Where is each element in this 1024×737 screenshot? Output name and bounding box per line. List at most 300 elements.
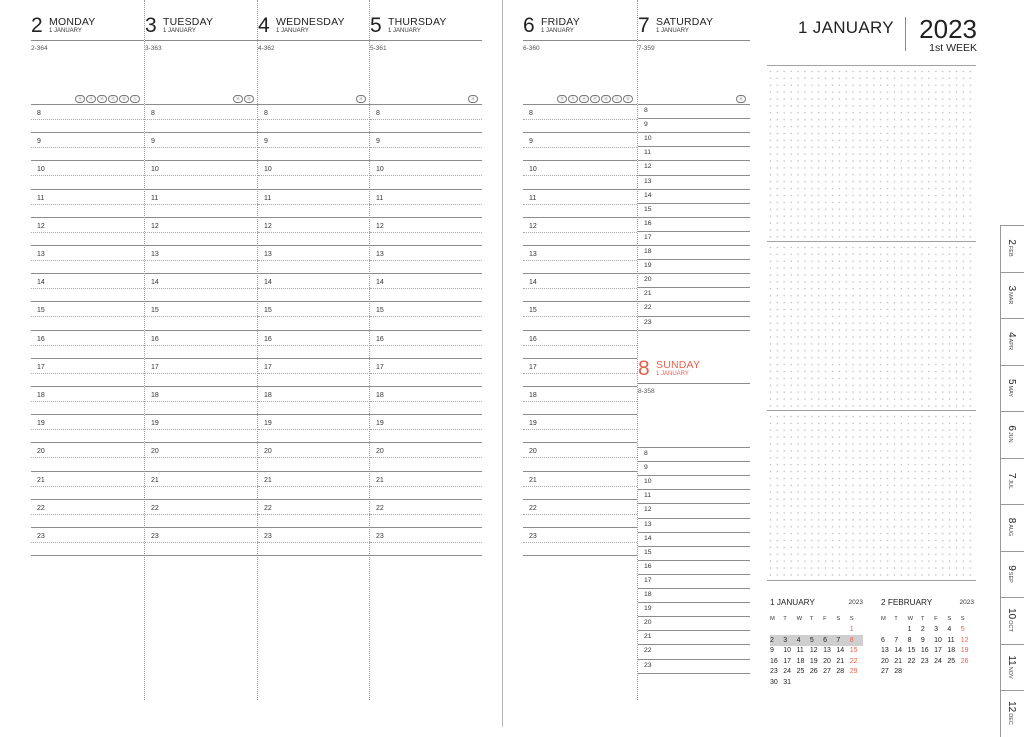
notes-rule-2	[767, 410, 976, 411]
hour-row[interactable]	[145, 104, 258, 133]
calendar-day[interactable]: 28	[894, 668, 903, 676]
day-bottom-rule	[145, 555, 258, 556]
hour-row[interactable]	[145, 301, 258, 330]
hour-label: 17	[529, 363, 537, 371]
calendar-day[interactable]: 10	[783, 647, 792, 655]
sunday-day-count: 8-358	[638, 388, 655, 395]
calendar-day	[921, 667, 934, 678]
weekday-mark: ㊌	[468, 95, 478, 103]
day-number: 7	[638, 14, 650, 37]
half-hour-line	[523, 316, 637, 317]
hour-label: 19	[644, 262, 652, 270]
hour-row[interactable]	[31, 358, 144, 387]
calendar-day[interactable]: 1	[849, 626, 854, 634]
hour-row[interactable]	[638, 203, 750, 218]
week-row	[881, 625, 974, 636]
hour-row[interactable]	[145, 527, 258, 556]
calendar-day[interactable]: 18	[947, 647, 956, 655]
weekday-mark: ㊎	[119, 95, 129, 103]
month-tab[interactable]	[1000, 690, 1024, 737]
calendar-day[interactable]: 16	[770, 657, 778, 665]
hour-row[interactable]	[258, 245, 370, 274]
half-hour-line	[31, 316, 144, 317]
hour-row[interactable]	[258, 386, 370, 415]
hour-row[interactable]	[523, 160, 637, 189]
calendar-day[interactable]: 8	[907, 636, 912, 644]
hour-row[interactable]	[523, 330, 637, 359]
hour-label: 8	[151, 110, 155, 117]
hour-row[interactable]	[145, 442, 258, 471]
right-page	[503, 0, 1024, 727]
hour-row[interactable]	[638, 160, 750, 175]
hour-row[interactable]	[523, 104, 637, 133]
day-header	[523, 12, 637, 41]
hour-label: 18	[376, 392, 384, 399]
hour-label: 11	[529, 194, 537, 202]
month-tab-label	[1004, 518, 1022, 536]
calendar-day[interactable]: 17	[783, 657, 792, 665]
calendar-day[interactable]: 13	[823, 647, 831, 655]
hour-label: 13	[644, 520, 652, 528]
half-hour-line	[370, 288, 482, 289]
hour-row[interactable]	[258, 471, 370, 500]
hour-label: 21	[376, 476, 384, 484]
calendar-day[interactable]: 24	[934, 657, 942, 665]
calendar-day[interactable]: 14	[894, 647, 903, 655]
hour-label: 21	[151, 476, 159, 484]
calendar-day[interactable]: 12	[960, 636, 969, 644]
hour-row[interactable]	[145, 414, 258, 443]
mini-calendar-year: 2023	[848, 599, 863, 606]
calendar-day[interactable]: 6	[881, 636, 885, 644]
calendar-day	[934, 667, 947, 678]
mini-calendar-title: 2 FEBRUARY	[881, 598, 933, 607]
hour-row[interactable]	[145, 386, 258, 415]
calendar-day[interactable]: 16	[920, 647, 929, 655]
hour-row[interactable]	[258, 104, 370, 133]
day-count: 7-359	[638, 45, 655, 52]
hour-row[interactable]	[370, 132, 482, 161]
hour-row[interactable]	[145, 160, 258, 189]
sunday-hour-row[interactable]	[638, 602, 750, 617]
half-hour-line	[258, 514, 370, 515]
hour-label: 14	[644, 191, 652, 199]
hour-row[interactable]	[523, 273, 637, 302]
weekday-mark: ㊏	[612, 95, 622, 103]
sunday-hour-row[interactable]	[638, 518, 750, 533]
calendar-day[interactable]: 27	[881, 668, 889, 676]
hour-row[interactable]	[258, 330, 370, 359]
hour-label: 12	[644, 506, 652, 514]
calendar-day[interactable]: 26	[809, 668, 818, 676]
hour-label: 13	[376, 251, 384, 258]
hour-row[interactable]	[145, 499, 258, 528]
hour-row[interactable]	[31, 273, 144, 302]
week-row	[770, 625, 863, 636]
calendar-day[interactable]: 18	[796, 657, 805, 665]
half-hour-line	[370, 204, 482, 205]
calendar-day[interactable]: 10	[934, 636, 942, 644]
day-number: 2	[31, 14, 43, 37]
weekday-marks	[468, 95, 478, 103]
hour-label: 10	[376, 166, 384, 174]
hour-row[interactable]	[31, 499, 144, 528]
calendar-day[interactable]: 15	[849, 647, 858, 655]
calendar-day[interactable]: 11	[947, 636, 955, 644]
month-tab[interactable]	[1000, 411, 1024, 458]
sunday-hour-row[interactable]	[638, 461, 750, 476]
hour-row[interactable]	[31, 104, 144, 133]
hour-label: 15	[644, 548, 652, 556]
sunday-hour-row[interactable]	[638, 447, 750, 462]
calendar-day[interactable]: 30	[770, 678, 778, 686]
weekday-row	[881, 614, 974, 625]
hour-row[interactable]	[145, 330, 258, 359]
hour-row[interactable]	[145, 471, 258, 500]
calendar-day[interactable]: 3	[934, 626, 939, 634]
hour-row[interactable]	[523, 386, 637, 415]
calendar-day[interactable]: 28	[836, 668, 845, 676]
sunday-hour-row[interactable]	[638, 532, 750, 547]
hour-label: 21	[529, 476, 537, 484]
hour-row[interactable]	[145, 273, 258, 302]
hour-row[interactable]	[258, 301, 370, 330]
hour-label: 10	[529, 166, 537, 174]
sunday-hour-row[interactable]	[638, 489, 750, 504]
hour-label: 10	[37, 166, 45, 174]
month-tab[interactable]	[1000, 318, 1024, 365]
half-hour-line	[31, 119, 144, 120]
hour-row[interactable]	[258, 217, 370, 246]
hour-label: 11	[151, 194, 159, 202]
hour-label: 13	[151, 251, 159, 258]
calendar-day[interactable]: 17	[934, 647, 942, 655]
half-hour-line	[145, 373, 258, 374]
half-hour-line	[31, 232, 144, 233]
weekday-mark: ㊎	[601, 95, 611, 103]
hour-row[interactable]	[370, 160, 482, 189]
calendar-day[interactable]: 23	[770, 668, 778, 676]
month-tab[interactable]	[1000, 597, 1024, 644]
hour-row[interactable]	[523, 499, 637, 528]
sunday-hour-row[interactable]	[638, 644, 750, 659]
month-tab-number: 6	[1006, 425, 1017, 431]
hour-row[interactable]	[638, 217, 750, 232]
hour-row[interactable]	[145, 217, 258, 246]
sunday-hour-row[interactable]	[638, 588, 750, 603]
hour-row[interactable]	[370, 442, 482, 471]
day-name: SATURDAY	[656, 16, 714, 28]
hour-row[interactable]	[638, 146, 750, 161]
half-hour-line	[523, 175, 637, 176]
calendar-day[interactable]: 8	[850, 635, 863, 646]
calendar-day[interactable]: 22	[907, 657, 916, 665]
title-week: 1st WEEK	[929, 42, 977, 54]
hour-row[interactable]	[31, 132, 144, 161]
sunday-hour-row[interactable]	[638, 475, 750, 490]
hour-label: 23	[644, 318, 652, 326]
hour-row[interactable]	[31, 245, 144, 274]
hour-row[interactable]	[31, 471, 144, 500]
calendar-day	[836, 677, 849, 688]
hour-label: 8	[529, 110, 533, 117]
notes-dot-grid-3[interactable]	[767, 413, 976, 577]
hour-row[interactable]	[370, 330, 482, 359]
hour-row[interactable]	[31, 217, 144, 246]
hour-row[interactable]	[258, 499, 370, 528]
hour-row[interactable]	[370, 358, 482, 387]
hour-label: 19	[644, 605, 652, 613]
calendar-day[interactable]: 23	[920, 657, 929, 665]
hour-label: 23	[264, 533, 272, 540]
hour-label: 9	[644, 121, 648, 129]
month-tab-abbr: JUN	[1007, 431, 1013, 443]
sunday-hour-row[interactable]	[638, 616, 750, 631]
day-number: 4	[258, 14, 270, 37]
hour-label: 14	[376, 279, 384, 287]
month-tab-label	[1004, 425, 1022, 442]
month-tab-abbr: MAY	[1007, 385, 1013, 397]
hour-row[interactable]	[638, 231, 750, 246]
half-hour-line	[258, 175, 370, 176]
hour-label: 11	[644, 149, 652, 157]
hour-label: 9	[529, 138, 533, 146]
calendar-day[interactable]: 31	[783, 678, 792, 686]
calendar-day[interactable]: 9	[920, 636, 925, 644]
hour-row[interactable]	[145, 358, 258, 387]
weekday-marks	[356, 95, 366, 103]
calendar-day	[810, 677, 823, 688]
calendar-day[interactable]: 1	[907, 626, 912, 634]
hour-row[interactable]	[638, 245, 750, 260]
hour-row[interactable]	[31, 386, 144, 415]
calendar-day	[881, 625, 894, 636]
half-hour-line	[258, 345, 370, 346]
hour-label: 16	[151, 335, 159, 343]
hour-row[interactable]	[258, 414, 370, 443]
month-tab[interactable]	[1000, 272, 1024, 319]
half-hour-line	[145, 260, 258, 261]
hour-row[interactable]	[523, 245, 637, 274]
hour-label: 20	[644, 619, 652, 627]
notes-dot-grid-2[interactable]	[767, 244, 976, 408]
hour-row[interactable]	[523, 414, 637, 443]
calendar-day[interactable]: 20	[881, 657, 889, 665]
hour-row[interactable]	[258, 273, 370, 302]
hour-row[interactable]	[258, 358, 370, 387]
calendar-day[interactable]: 5	[960, 626, 965, 634]
month-tab-abbr: OCT	[1007, 620, 1013, 632]
hour-row[interactable]	[523, 301, 637, 330]
hour-row[interactable]	[258, 442, 370, 471]
month-tab[interactable]	[1000, 644, 1024, 691]
hour-row[interactable]	[31, 330, 144, 359]
calendar-day[interactable]: 21	[836, 657, 845, 665]
half-hour-line	[523, 514, 637, 515]
calendar-day[interactable]: 7	[894, 636, 899, 644]
month-tab[interactable]	[1000, 365, 1024, 412]
calendar-day[interactable]: 25	[947, 657, 956, 665]
calendar-day[interactable]: 25	[796, 668, 805, 676]
hour-row[interactable]	[523, 471, 637, 500]
hour-row[interactable]	[523, 132, 637, 161]
calendar-day[interactable]: 14	[836, 647, 845, 655]
month-tab[interactable]	[1000, 225, 1024, 272]
month-tab[interactable]	[1000, 551, 1024, 598]
hour-row[interactable]	[370, 527, 482, 556]
mini-calendar-grid	[770, 614, 863, 688]
hour-row[interactable]	[638, 273, 750, 288]
weekday-mark: ㊏	[130, 95, 140, 103]
calendar-day	[836, 625, 849, 636]
hour-row[interactable]	[638, 132, 750, 147]
hour-row[interactable]	[370, 471, 482, 500]
hour-row[interactable]	[31, 160, 144, 189]
half-hour-line	[258, 373, 370, 374]
hour-row[interactable]	[145, 132, 258, 161]
calendar-day[interactable]: 29	[849, 668, 858, 676]
hour-row[interactable]	[31, 189, 144, 218]
calendar-day[interactable]: 22	[849, 657, 858, 665]
hour-row[interactable]	[370, 245, 482, 274]
calendar-day[interactable]: 15	[907, 647, 916, 655]
calendar-day[interactable]: 7	[836, 635, 849, 646]
hour-row[interactable]	[370, 273, 482, 302]
hour-label: 19	[376, 420, 384, 428]
calendar-day[interactable]: 11	[796, 647, 804, 655]
hour-label: 21	[264, 476, 272, 484]
calendar-day[interactable]: 4	[797, 635, 810, 646]
hour-row[interactable]	[31, 414, 144, 443]
notes-dot-grid-1[interactable]	[767, 68, 976, 238]
sunday-hour-row[interactable]	[638, 574, 750, 589]
day-name: TUESDAY	[163, 16, 214, 28]
calendar-day	[850, 677, 863, 688]
calendar-day	[823, 625, 836, 636]
hour-row[interactable]	[258, 132, 370, 161]
day-count: 2-364	[31, 45, 48, 52]
day-number: 5	[370, 14, 382, 37]
hour-row[interactable]	[145, 245, 258, 274]
hour-row[interactable]	[638, 118, 750, 133]
calendar-day[interactable]: 20	[823, 657, 831, 665]
half-hour-line	[370, 175, 482, 176]
hour-row[interactable]	[638, 287, 750, 302]
calendar-day[interactable]: 13	[881, 647, 889, 655]
calendar-day	[770, 625, 783, 636]
sunday-hour-row[interactable]	[638, 630, 750, 645]
month-tab-number: 5	[1006, 378, 1017, 385]
calendar-day[interactable]: 2	[770, 635, 783, 646]
hour-row[interactable]	[523, 189, 637, 218]
half-hour-line	[258, 486, 370, 487]
half-hour-line	[523, 204, 637, 205]
hour-label: 21	[644, 633, 652, 641]
hour-row[interactable]	[258, 160, 370, 189]
sunday-hour-row[interactable]	[638, 546, 750, 561]
day-column	[257, 0, 370, 700]
hour-row[interactable]	[523, 217, 637, 246]
hour-row[interactable]	[523, 442, 637, 471]
month-tab[interactable]	[1000, 458, 1024, 505]
hour-row[interactable]	[31, 301, 144, 330]
calendar-day[interactable]: 26	[960, 657, 969, 665]
calendar-day[interactable]: 2	[920, 626, 925, 634]
calendar-day[interactable]: 12	[809, 647, 818, 655]
half-hour-line	[258, 232, 370, 233]
hour-row[interactable]	[370, 386, 482, 415]
hour-row[interactable]	[31, 442, 144, 471]
hour-label: 9	[37, 138, 41, 146]
sunday-hour-row[interactable]	[638, 503, 750, 518]
calendar-day[interactable]: 3	[783, 635, 796, 646]
calendar-day[interactable]: 5	[810, 635, 823, 646]
hour-label: 15	[644, 205, 652, 213]
day-header	[258, 12, 370, 41]
month-tab[interactable]	[1000, 504, 1024, 551]
weekday-mark: ㊍	[108, 95, 118, 103]
calendar-day[interactable]: 9	[770, 647, 774, 655]
hour-row[interactable]	[638, 259, 750, 274]
hour-row[interactable]	[523, 527, 637, 556]
month-tab-number: 3	[1006, 285, 1017, 291]
sunday-hour-row[interactable]	[638, 659, 750, 674]
half-hour-line	[145, 542, 258, 543]
hour-row[interactable]	[258, 527, 370, 556]
hour-row[interactable]	[370, 217, 482, 246]
half-hour-line	[258, 288, 370, 289]
hour-row[interactable]	[145, 189, 258, 218]
sunday-number: 8	[638, 357, 650, 380]
hour-label: 16	[644, 562, 652, 570]
calendar-day[interactable]: 21	[894, 657, 903, 665]
calendar-day[interactable]: 19	[960, 647, 969, 655]
calendar-day[interactable]: 24	[783, 668, 792, 676]
half-hour-line	[370, 514, 482, 515]
hour-row[interactable]	[523, 358, 637, 387]
hour-row[interactable]	[638, 316, 750, 331]
hour-row[interactable]	[638, 189, 750, 204]
hour-label: 10	[264, 166, 272, 174]
hour-label: 13	[37, 251, 45, 258]
title-separator	[905, 17, 906, 51]
hour-row[interactable]	[258, 189, 370, 218]
hour-row[interactable]	[370, 414, 482, 443]
hour-row[interactable]	[370, 104, 482, 133]
calendar-day[interactable]: 6	[823, 635, 836, 646]
half-hour-line	[523, 147, 637, 148]
half-hour-line	[145, 175, 258, 176]
hour-row[interactable]	[370, 301, 482, 330]
hour-row[interactable]	[638, 301, 750, 316]
half-hour-line	[145, 119, 258, 120]
sunday-month: 1 JANUARY	[656, 371, 689, 377]
weekday-label: S	[849, 616, 854, 623]
calendar-day	[810, 625, 823, 636]
calendar-day[interactable]: 27	[823, 668, 831, 676]
day-month: 1 JANUARY	[388, 28, 421, 34]
calendar-day[interactable]: 4	[947, 626, 952, 634]
hour-label: 23	[151, 533, 159, 540]
weekday-label: W	[907, 616, 914, 623]
sunday-hour-row[interactable]	[638, 560, 750, 575]
hour-row[interactable]	[638, 104, 750, 119]
hour-row[interactable]	[31, 527, 144, 556]
hour-row[interactable]	[370, 499, 482, 528]
calendar-day[interactable]: 19	[809, 657, 818, 665]
hour-row[interactable]	[370, 189, 482, 218]
hour-row[interactable]	[638, 175, 750, 190]
